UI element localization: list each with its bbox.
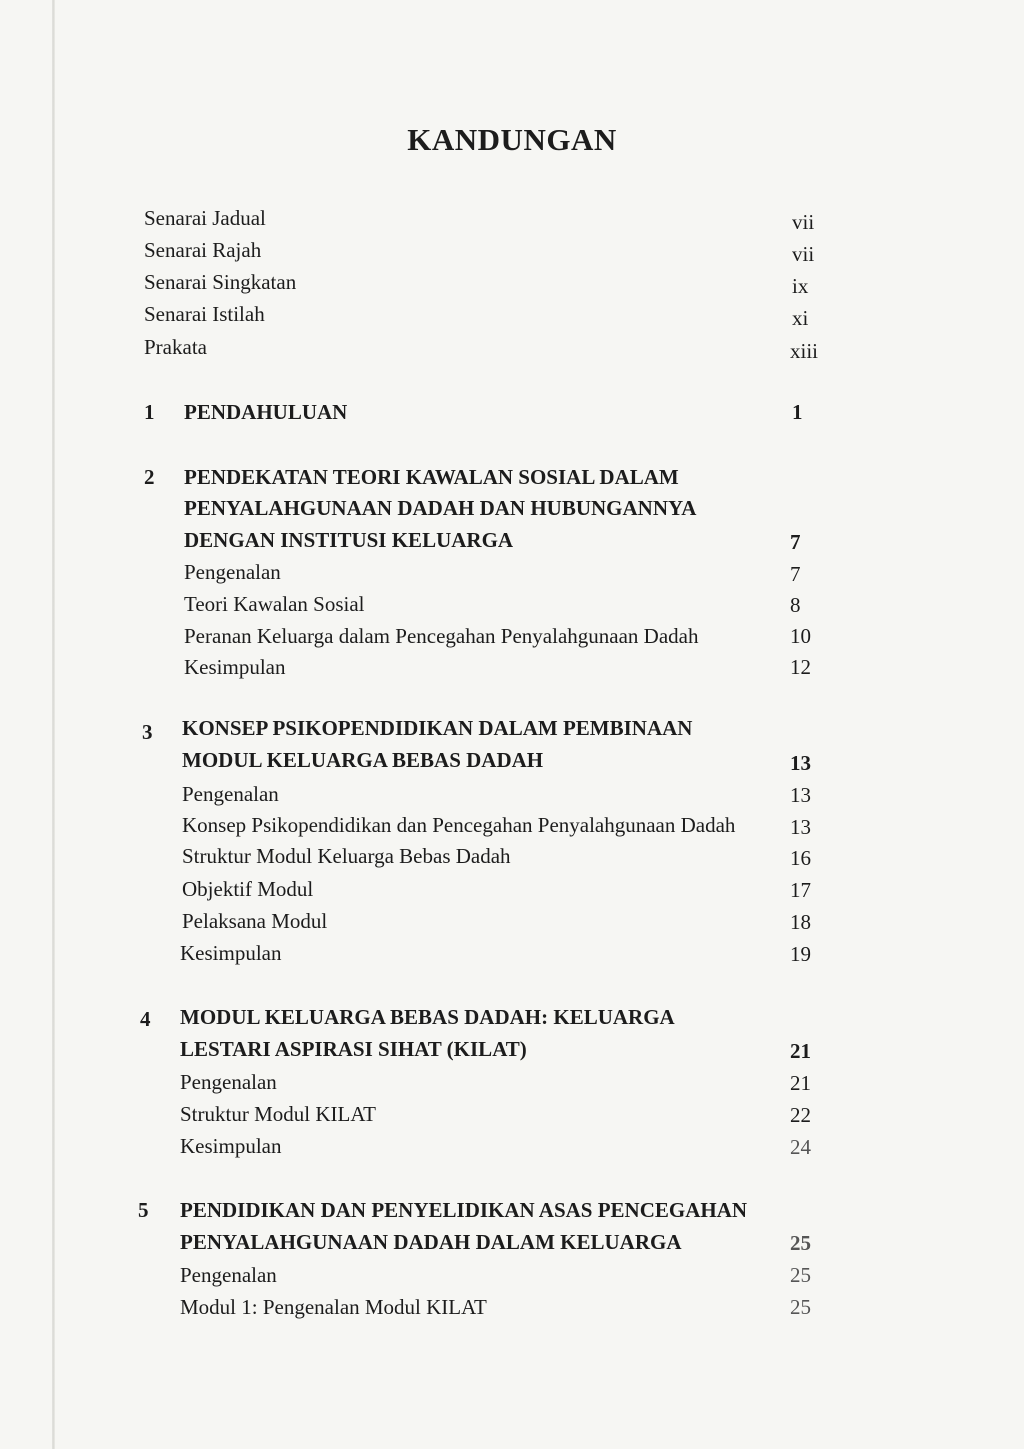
chapter-number: 5 [138,1198,149,1222]
section-label: Kesimpulan [180,941,282,965]
section-page: 25 [790,1295,811,1319]
section-label: Pengenalan [180,1263,277,1287]
chapter-page: 21 [790,1039,811,1063]
section-page: 12 [790,655,811,679]
section-label: Pelaksana Modul [182,909,328,933]
chapter-title-line: KONSEP PSIKOPENDIDIKAN DALAM PEMBINAAN [182,716,693,740]
section-label: Objektif Modul [182,877,314,901]
toc-entry-label: Prakata [144,335,207,359]
section-label: Struktur Modul KILAT [180,1102,376,1126]
chapter-page: 7 [790,530,801,554]
chapter-title-line: MODUL KELUARGA BEBAS DADAH: KELUARGA [180,1005,675,1029]
toc-entry-page: xi [792,306,809,330]
chapter-number: 2 [144,465,155,489]
toc-entry-page: xiii [790,339,819,363]
section-label: Struktur Modul Keluarga Bebas Dadah [182,844,511,868]
section-label: Pengenalan [184,560,281,584]
chapter-title-line: PENYALAHGUNAAN DADAH DALAM KELUARGA [180,1230,682,1254]
toc-entry-label: Senarai Rajah [144,238,262,262]
section-page: 16 [790,846,811,870]
chapter-number: 3 [142,720,153,744]
toc-entry-page: ix [792,274,809,298]
section-label: Modul 1: Pengenalan Modul KILAT [180,1295,487,1319]
chapter-title-line: PENDIDIKAN DAN PENYELIDIKAN ASAS PENCEGAHAN [180,1198,748,1222]
section-label: Konsep Psikopendidikan dan Pencegahan Penyalahgunaan Dadah [182,813,736,837]
toc-entry-label: Senarai Istilah [144,302,265,326]
chapter-page: 1 [792,400,803,424]
chapter-title-line: PENYALAHGUNAAN DADAH DAN HUBUNGANNYA [184,496,697,520]
page-title: KANDUNGAN [407,122,617,157]
section-label: Kesimpulan [180,1134,282,1158]
chapter-title-line: DENGAN INSTITUSI KELUARGA [184,528,514,552]
chapter-page: 13 [790,751,811,775]
section-page: 18 [790,910,811,934]
chapter-title-line: PENDAHULUAN [184,400,348,424]
section-page: 8 [790,593,801,617]
toc-entry-label: Senarai Singkatan [144,270,297,294]
section-page: 25 [790,1263,811,1287]
chapter-title-line: PENDEKATAN TEORI KAWALAN SOSIAL DALAM [184,465,679,489]
chapter-title-line: LESTARI ASPIRASI SIHAT (KILAT) [180,1037,527,1061]
section-label: Teori Kawalan Sosial [184,592,365,616]
section-page: 24 [790,1135,811,1159]
section-page: 17 [790,878,811,902]
toc-entry-page: vii [792,210,815,234]
chapter-title-line: MODUL KELUARGA BEBAS DADAH [182,748,544,772]
chapter-page: 25 [790,1231,811,1255]
toc-entry-page: vii [792,242,815,266]
book-spine-shadow [52,0,55,1449]
section-label: Kesimpulan [184,655,286,679]
section-page: 10 [790,624,811,648]
section-page: 13 [790,783,811,807]
section-page: 21 [790,1071,811,1095]
chapter-number: 4 [140,1007,151,1031]
section-page: 22 [790,1103,811,1127]
chapter-number: 1 [144,400,155,424]
section-label: Peranan Keluarga dalam Pencegahan Penyalahgunaan Dadah [184,624,699,648]
section-page: 7 [790,562,801,586]
section-label: Pengenalan [180,1070,277,1094]
section-label: Pengenalan [182,782,279,806]
section-page: 13 [790,815,811,839]
toc-entry-label: Senarai Jadual [144,206,266,230]
section-page: 19 [790,942,811,966]
